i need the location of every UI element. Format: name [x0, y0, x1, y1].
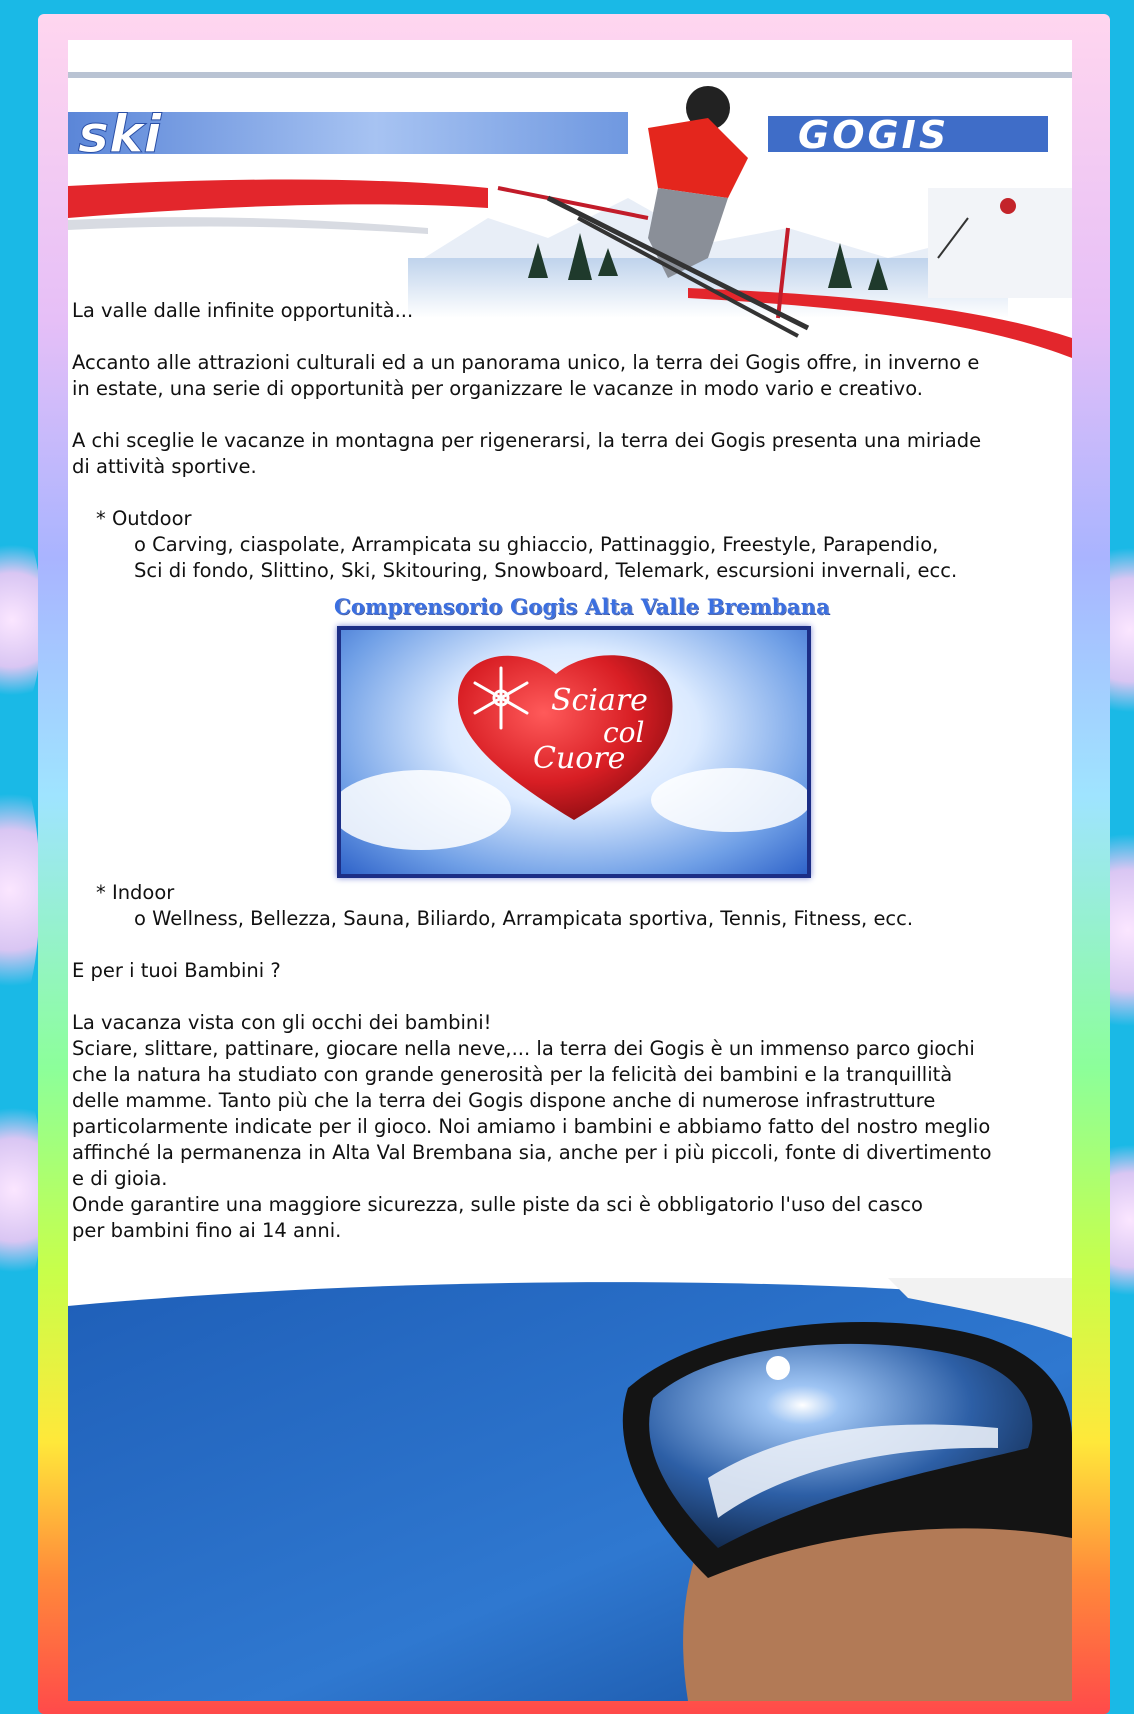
outdoor-activities: o Carving, ciaspolate, Arrampicata su ghiaccio, Pattinaggio, Freestyle, Parapendio, [134, 533, 939, 556]
kids-text: per bambini fino ai 14 anni. [72, 1219, 342, 1242]
tagline: La valle dalle infinite opportunità... [72, 299, 414, 322]
heart-text-3: Cuore [533, 741, 626, 776]
promo-image [334, 594, 830, 876]
kids-text: affinché la permanenza in Alta Val Brembana sia, anche per i più piccoli, fonte di divertimento [72, 1141, 992, 1164]
page-container [68, 40, 1072, 1701]
goggles-photo [68, 1278, 1072, 1701]
heart-text-1: Sciare [551, 683, 648, 718]
banner-ski-text: ski [78, 105, 162, 165]
promo-title: Comprensorio Gogis Alta Valle Brembana [334, 594, 830, 619]
outdoor-activities: Sci di fondo, Slittino, Ski, Skitouring, Snowboard, Telemark, escursioni invernali, ecc. [134, 559, 958, 582]
left-cloud-decoration [0, 520, 42, 720]
outdoor-label: * Outdoor [96, 507, 192, 530]
heart-graphic [341, 630, 807, 874]
kids-text: delle mamme. Tanto più che la terra dei Gogis dispone anche di numerose infrastrutture [72, 1089, 936, 1112]
sport-text: di attività sportive. [72, 455, 257, 478]
kids-text: e di gioia. [72, 1167, 168, 1190]
kids-text: La vacanza vista con gli occhi dei bambini! [72, 1011, 492, 1034]
indoor-activities: o Wellness, Bellezza, Sauna, Biliardo, Arrampicata sportiva, Tennis, Fitness, ecc. [134, 907, 914, 930]
intro-text: Accanto alle attrazioni culturali ed a un panorama unico, la terra dei Gogis offre, in inverno e [72, 351, 980, 374]
sport-text: A chi sceglie le vacanze in montagna per rigenerarsi, la terra dei Gogis presenta una miriade [72, 429, 982, 452]
intro-text: in estate, una serie di opportunità per organizzare le vacanze in modo vario e creativo. [72, 377, 923, 400]
sun-icon [766, 1356, 790, 1380]
left-cloud-decoration [0, 760, 40, 1020]
heart-text-2: col [603, 716, 645, 749]
kids-question: E per i tuoi Bambini ? [72, 959, 281, 982]
banner-brand-text: GOGIS [798, 113, 950, 157]
indoor-label: * Indoor [96, 881, 175, 904]
kids-text: che la natura ha studiato con grande generosità per la felicità dei bambini e la tranquillità [72, 1063, 953, 1086]
kids-text: Onde garantire una maggiore sicurezza, sulle piste da sci è obbligatorio l'uso del casco [72, 1193, 923, 1216]
main-content [72, 298, 1072, 1244]
kids-text: particolarmente indicate per il gioco. Noi amiamo i bambini e abbiamo fatto del nostro meglio [72, 1115, 991, 1138]
promo-box [337, 626, 811, 878]
kids-text: Sciare, slittare, pattinare, giocare nella neve,... la terra dei Gogis è un immenso parco giochi [72, 1037, 975, 1060]
